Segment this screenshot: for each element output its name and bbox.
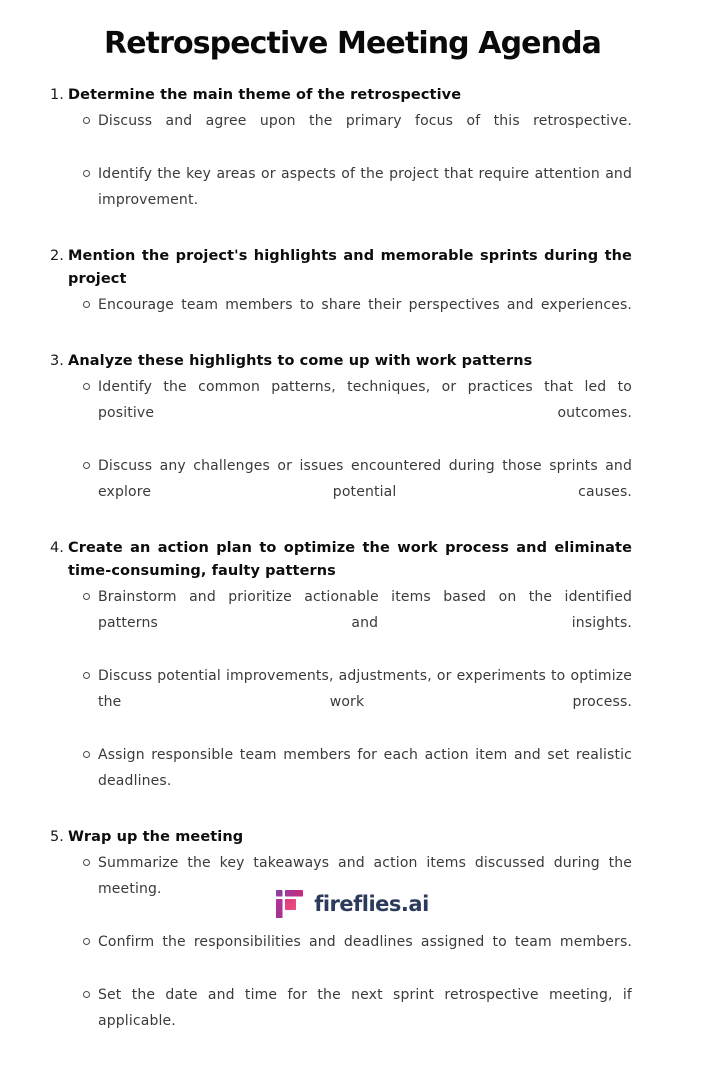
agenda-subitem-text: Summarize the key takeaways and action items discussed during the meeting.: [98, 855, 632, 897]
agenda-subitem: [68, 453, 632, 531]
agenda-subitem: [68, 292, 632, 344]
agenda-subitem: [68, 108, 632, 160]
agenda-item-number: 1.: [50, 87, 64, 103]
bullet-circle-icon: [81, 742, 91, 768]
agenda-subitem-list: [68, 292, 632, 344]
agenda-subitem-text: Identify the key areas or aspects of the project that require attention and improvement.: [98, 166, 632, 208]
agenda-subitem-text: Encourage team members to share their perspectives and experiences.: [98, 297, 632, 313]
agenda-subitem-text: Confirm the responsibilities and deadlines assigned to team members.: [98, 934, 632, 950]
agenda-subitem-text: Discuss and agree upon the primary focus of this retrospective.: [98, 113, 632, 129]
agenda-subitem: [68, 584, 632, 662]
bullet-circle-icon: [81, 584, 91, 610]
bullet-circle-icon: [81, 161, 91, 187]
agenda-subitem-list: [68, 374, 632, 531]
agenda-item: [0, 245, 705, 344]
agenda-item: [0, 84, 705, 239]
bullet-circle-icon: [81, 108, 91, 134]
agenda-subitem-text: Assign responsible team members for each action item and set realistic deadlines.: [98, 747, 632, 789]
agenda-subitem-text: Identify the common patterns, techniques, or practices that led to positive outcomes.: [98, 379, 632, 421]
agenda-subitem-list: [68, 108, 632, 239]
agenda-subitem-text: Brainstorm and prioritize actionable items based on the identified patterns and insights.: [98, 589, 632, 631]
bullet-circle-icon: [81, 929, 91, 955]
fireflies-f-mark-icon: [276, 890, 303, 918]
agenda-item-number: 5.: [50, 829, 64, 845]
bullet-circle-icon: [81, 982, 91, 1008]
agenda-item: [0, 537, 705, 820]
agenda-subitem-list: [68, 850, 632, 1060]
agenda-item-heading: Create an action plan to optimize the work process and eliminate time-consuming, faulty patterns: [68, 540, 632, 579]
agenda-subitem: [68, 663, 632, 741]
agenda-subitem: [68, 742, 632, 820]
agenda-subitem-list: [68, 584, 632, 820]
agenda-item-heading: Analyze these highlights to come up with work patterns: [68, 353, 533, 369]
brand-wordmark: fireflies.ai: [314, 891, 429, 916]
agenda-subitem: [68, 982, 632, 1060]
agenda-subitem: [68, 374, 632, 452]
footer-branding: [0, 890, 705, 918]
agenda-list: [0, 84, 705, 1066]
agenda-item-number: 4.: [50, 540, 64, 556]
bullet-circle-icon: [81, 850, 91, 876]
agenda-item: [0, 826, 705, 1060]
agenda-subitem: [68, 929, 632, 981]
agenda-item: [0, 350, 705, 531]
bullet-circle-icon: [81, 374, 91, 400]
agenda-item-heading: Wrap up the meeting: [68, 829, 244, 845]
agenda-subitem: [68, 161, 632, 239]
bullet-circle-icon: [81, 663, 91, 689]
bullet-circle-icon: [81, 453, 91, 479]
page-title: Retrospective Meeting Agenda: [104, 26, 601, 61]
agenda-item-heading: Mention the project's highlights and memorable sprints during the project: [68, 248, 632, 287]
agenda-item-number: 2.: [50, 248, 64, 264]
agenda-item-heading: Determine the main theme of the retrospective: [68, 87, 462, 103]
agenda-subitem-text: Discuss potential improvements, adjustments, or experiments to optimize the work process.: [98, 668, 632, 710]
agenda-subitem-text: Set the date and time for the next sprint retrospective meeting, if applicable.: [98, 987, 632, 1029]
agenda-item-number: 3.: [50, 353, 64, 369]
bullet-circle-icon: [81, 292, 91, 318]
agenda-subitem-text: Discuss any challenges or issues encountered during those sprints and explore potential causes.: [98, 458, 632, 500]
